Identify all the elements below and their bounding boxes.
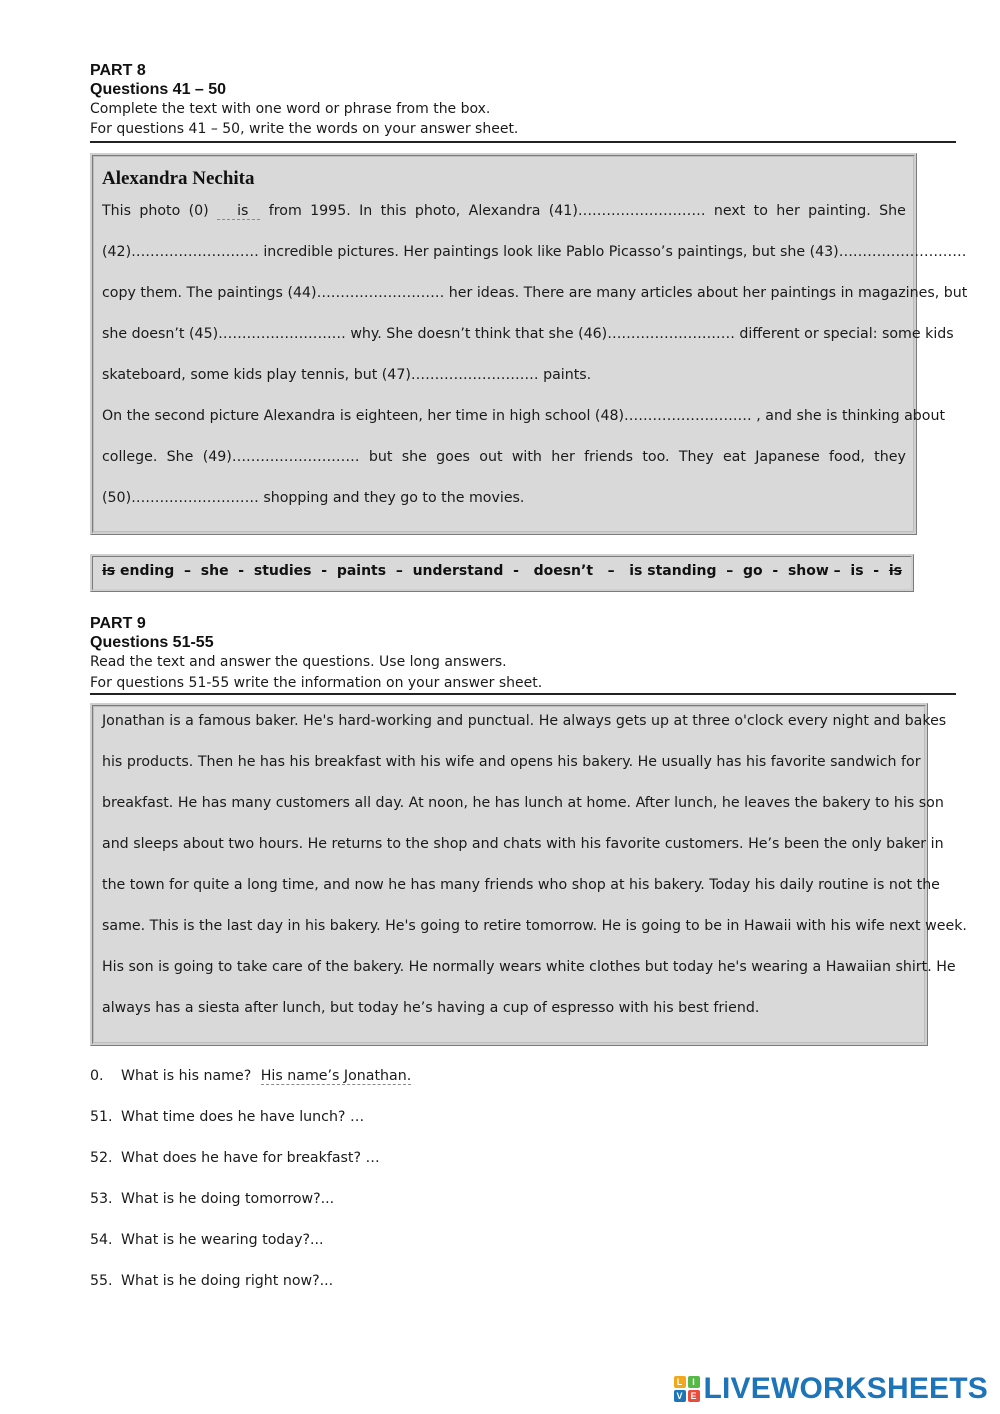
story-line-8: always has a siesta after lunch, but today he’s having a cup of espresso with his best friend. (102, 1000, 760, 1016)
question-number: 51. (90, 1109, 113, 1125)
logo-text: LIVEWORKSHEETS (703, 1372, 988, 1405)
question-text: What is he doing tomorrow?... (121, 1191, 335, 1207)
text-line-8: (50)……………………… shopping and they go to the movies. (102, 490, 525, 506)
word: to (753, 203, 768, 219)
word: She (879, 203, 906, 219)
word: Japanese (755, 449, 820, 465)
story-line-2: his products. Then he has his breakfast with his wife and opens his bakery. He usually has his favorite sandwich for (102, 754, 921, 770)
text-line-7 (102, 449, 906, 465)
word: She (166, 449, 194, 465)
word: she (401, 449, 427, 465)
logo-icon (674, 1376, 700, 1402)
question-number: 54. (90, 1232, 113, 1248)
question-52[interactable] (90, 1150, 380, 1166)
logo-tile: E (688, 1390, 700, 1402)
question-text: What is his name? (121, 1068, 252, 1084)
question-51[interactable] (90, 1109, 364, 1125)
text-line-4: she doesn’t (45)……………………… why. She doesn’t think that she (46)……………………… different or special: some kids (102, 326, 954, 342)
word: painting. (808, 203, 871, 219)
part8-divider (90, 141, 956, 143)
question-text: What time does he have lunch? … (121, 1109, 365, 1125)
question-55[interactable] (90, 1273, 333, 1289)
story-line-4: and sleeps about two hours. He returns to the shop and chats with his favorite customers. He’s been the only baker in (102, 836, 944, 852)
word: food, (828, 449, 865, 465)
part9-divider (90, 693, 956, 695)
liveworksheets-logo[interactable] (674, 1374, 989, 1404)
logo-tile: V (674, 1390, 686, 1402)
word-bank-words: ending – she - studies - paints – understand - doesn’t – is standing – go - show – is - (115, 563, 889, 579)
word: they (874, 449, 906, 465)
gap-41[interactable]: (41)……………………… (548, 203, 706, 219)
question-number: 55. (90, 1273, 113, 1289)
text-line-3: copy them. The paintings (44)……………………… her ideas. There are many articles about her paintings in magazines, but (102, 285, 968, 301)
question-text: What does he have for breakfast? … (121, 1150, 380, 1166)
question-text: What is he wearing today?... (121, 1232, 324, 1248)
word: with (511, 449, 542, 465)
word: too. (642, 449, 670, 465)
question-number: 53. (90, 1191, 113, 1207)
story-line-6: same. This is the last day in his bakery. He's going to retire tomorrow. He is going to be in Hawaii with his wife next week. (102, 918, 967, 934)
struck-word: is (888, 563, 903, 579)
word: out (479, 449, 503, 465)
part9-instruction-1: Read the text and answer the questions. Use long answers. (90, 654, 507, 670)
logo-tile: I (688, 1376, 700, 1388)
word: This (102, 203, 131, 219)
story-line-5: the town for quite a long time, and now he has many friends who shop at his bakery. Today his daily routine is not the (102, 877, 940, 893)
part8-title: PART 8 (90, 62, 146, 79)
question-53[interactable] (90, 1191, 334, 1207)
example-answer: His name’s Jonathan. (260, 1068, 412, 1084)
part8-subtitle: Questions 41 – 50 (90, 81, 227, 98)
word: her (776, 203, 800, 219)
story-line-1: Jonathan is a famous baker. He's hard-working and punctual. He always gets up at three o'clock every night and bakes (102, 713, 947, 729)
question-text: What is he doing right now?... (121, 1273, 334, 1289)
part8-instruction-2: For questions 41 – 50, write the words on your answer sheet. (90, 121, 519, 137)
word: 1995. (310, 203, 351, 219)
question-number: 0. (90, 1068, 104, 1084)
word: goes (436, 449, 470, 465)
struck-word: is (101, 563, 116, 579)
word: friends (584, 449, 634, 465)
text-line-2: (42)……………………… incredible pictures. Her paintings look like Pablo Picasso’s paintings, but she (43)……………………… (102, 244, 967, 260)
example-answer: is (217, 203, 260, 220)
word: (0) (188, 203, 209, 219)
word: but (368, 449, 393, 465)
word: photo, (414, 203, 461, 219)
word: eat (722, 449, 746, 465)
question-number: 52. (90, 1150, 113, 1166)
gap-49[interactable]: (49)……………………… (202, 449, 360, 465)
part9-subtitle: Questions 51-55 (90, 634, 214, 651)
word: In (359, 203, 373, 219)
word: college. (102, 449, 158, 465)
word: her (551, 449, 575, 465)
story-line-7: His son is going to take care of the bakery. He normally wears white clothes but today he's wearing a Hawaiian shirt. He (102, 959, 956, 975)
part9-title: PART 9 (90, 615, 146, 632)
word: Alexandra (468, 203, 541, 219)
word: photo (139, 203, 181, 219)
question-54[interactable] (90, 1232, 324, 1248)
part8-instruction-1: Complete the text with one word or phrase from the box. (90, 101, 491, 117)
logo-tile: L (674, 1376, 686, 1388)
word: from (268, 203, 302, 219)
panel-title: Alexandra Nechita (102, 168, 255, 189)
story-line-3: breakfast. He has many customers all day. At noon, he has lunch at home. After lunch, he leaves the bakery to his son (102, 795, 944, 811)
word: next (713, 203, 746, 219)
word: They (678, 449, 714, 465)
question-0 (90, 1068, 411, 1084)
text-line-1 (102, 203, 906, 220)
word-bank (90, 563, 914, 579)
text-line-5: skateboard, some kids play tennis, but (47)……………………… paints. (102, 367, 592, 383)
part9-instruction-2: For questions 51-55 write the information on your answer sheet. (90, 675, 543, 691)
word: this (380, 203, 407, 219)
text-line-6: On the second picture Alexandra is eighteen, her time in high school (48)……………………… , and she is thinking about (102, 408, 946, 424)
